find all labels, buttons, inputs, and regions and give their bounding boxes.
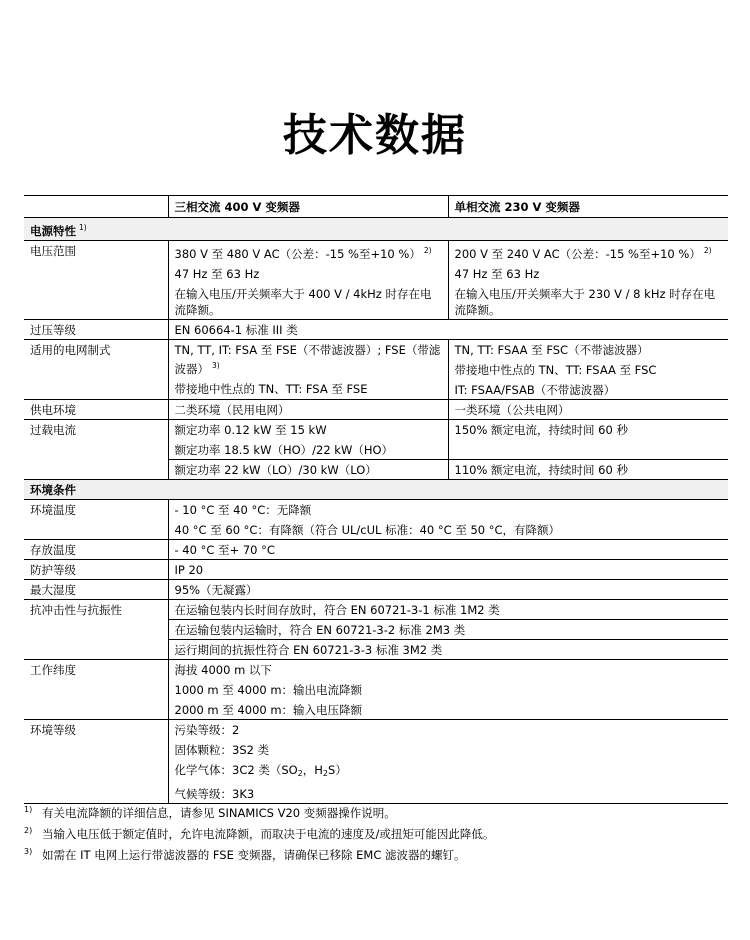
header-col3: 单相交流 230 V 变频器 bbox=[448, 196, 728, 218]
footnote-text: 当输入电压低于额定值时，允许电流降额，而取决于电流的速度及/或扭矩可能因此降低。 bbox=[42, 827, 495, 841]
env-class-line4: 气候等级：3K3 bbox=[174, 787, 255, 801]
cell-400v bbox=[168, 340, 448, 400]
footnote-ref-2: 2) bbox=[423, 246, 432, 255]
row-label: 最大湿度 bbox=[24, 580, 168, 600]
footnote-mark: 1) bbox=[24, 805, 33, 814]
footnote-mark: 3) bbox=[24, 847, 33, 856]
row-shock bbox=[24, 600, 728, 620]
shock-line1: 在运输包装内长时间存放时，符合 EN 60721-3-1 标准 1M2 类 bbox=[168, 600, 728, 620]
row-overload bbox=[24, 420, 728, 460]
env-class-line1: 污染等级：2 bbox=[174, 723, 240, 737]
env-class-line3: 化学气体：3C2 类（$SO_2$，$H_2S$） bbox=[174, 763, 347, 778]
ambient-temp-line1: - 10 °C 至 40 °C：无降额 bbox=[174, 503, 312, 517]
row-ambient-temp bbox=[24, 500, 728, 540]
overload-400v-line2: 额定功率 18.5 kW（HO）/22 kW（HO） bbox=[174, 443, 394, 457]
network-400v-line2: 带接地中性点的 TN、TT: FSA 至 FSE bbox=[174, 382, 368, 396]
protection-value: IP 20 bbox=[168, 560, 728, 580]
storage-temp-value: - 40 °C 至+ 70 °C bbox=[168, 540, 728, 560]
footnote-ref-3: 3) bbox=[212, 361, 220, 370]
voltage-range-230v: 200 V 至 240 V AC（公差：-15 %至+10 %） bbox=[454, 247, 701, 261]
network-230v-line3: IT: FSAA/FSAB（不带滤波器） bbox=[454, 383, 616, 397]
overvoltage-value: EN 60664-1 标准 III 类 bbox=[168, 320, 728, 340]
derating-note-230v: 在输入电压/开关频率大于 230 V / 8 kHz 时存在电流降额。 bbox=[454, 287, 716, 317]
shock-line2: 在运输包装内运输时，符合 EN 60721-3-2 标准 2M3 类 bbox=[168, 620, 728, 640]
overload-230v-line2: 110% 额定电流，持续时间 60 秒 bbox=[448, 460, 728, 480]
row-humidity bbox=[24, 580, 728, 600]
header-col1 bbox=[24, 196, 168, 218]
footnote-text: 如需在 IT 电网上运行带滤波器的 FSE 变频器，请确保已移除 EMC 滤波器的螺钉。 bbox=[42, 848, 466, 862]
row-env-class bbox=[24, 720, 728, 804]
frequency-230v: 47 Hz 至 63 Hz bbox=[454, 267, 540, 281]
section-power-label: 电源特性 bbox=[30, 224, 76, 238]
altitude-line2: 1000 m 至 4000 m：输出电流降额 bbox=[174, 683, 363, 697]
row-altitude bbox=[24, 660, 728, 720]
shock-line3: 运行期间的抗振性符合 EN 60721-3-3 标准 3M2 类 bbox=[168, 640, 728, 660]
row-label: 电压范围 bbox=[24, 241, 168, 320]
footnote-3 bbox=[24, 845, 728, 866]
section-power bbox=[24, 218, 728, 241]
overload-400v-line1: 额定功率 0.12 kW 至 15 kW bbox=[174, 423, 327, 437]
cell-400v bbox=[168, 241, 448, 320]
row-label: 环境等级 bbox=[24, 720, 168, 804]
network-230v-line1: TN, TT: FSAA 至 FSC（不带滤波器） bbox=[454, 343, 649, 357]
row-network bbox=[24, 340, 728, 400]
row-overvoltage bbox=[24, 320, 728, 340]
altitude-line3: 2000 m 至 4000 m：输入电压降额 bbox=[174, 703, 363, 717]
cell-230v bbox=[448, 340, 728, 400]
row-storage-temp bbox=[24, 540, 728, 560]
spec-table bbox=[24, 195, 728, 804]
overload-230v-line1: 150% 额定电流，持续时间 60 秒 bbox=[448, 420, 728, 460]
voltage-range-400v: 380 V 至 480 V AC（公差：-15 %至+10 %） bbox=[174, 247, 421, 261]
section-environment bbox=[24, 480, 728, 500]
ambient-temp-line2: 40 °C 至 60 °C：有降额（符合 UL/cUL 标准：40 °C 至 50 °C，有降额） bbox=[174, 523, 561, 537]
table-header bbox=[24, 196, 728, 218]
humidity-value: 95%（无凝露） bbox=[168, 580, 728, 600]
supply-env-400v: 二类环境（民用电网） bbox=[168, 400, 448, 420]
network-400v-line1: TN, TT, IT: FSA 至 FSE（不带滤波器）; FSE（带滤波器） bbox=[174, 343, 441, 376]
row-label: 防护等级 bbox=[24, 560, 168, 580]
frequency-400v: 47 Hz 至 63 Hz bbox=[174, 267, 260, 281]
row-label: 环境温度 bbox=[24, 500, 168, 540]
cell-400v bbox=[168, 420, 448, 460]
supply-env-230v: 一类环境（公共电网） bbox=[448, 400, 728, 420]
env-class-line2: 固体颗粒：3S2 类 bbox=[174, 743, 270, 757]
network-230v-line2: 带接地中性点的 TN、TT: FSAA 至 FSC bbox=[454, 363, 657, 377]
section-environment-label: 环境条件 bbox=[24, 480, 728, 500]
row-label: 过载电流 bbox=[24, 420, 168, 480]
altitude-line1: 海拔 4000 m 以下 bbox=[174, 663, 272, 677]
cell-value bbox=[168, 500, 728, 540]
row-label: 抗冲击性与抗振性 bbox=[24, 600, 168, 660]
cell-value bbox=[168, 660, 728, 720]
row-label: 存放温度 bbox=[24, 540, 168, 560]
row-label: 过压等级 bbox=[24, 320, 168, 340]
row-protection bbox=[24, 560, 728, 580]
overload-400v-line3: 额定功率 22 kW（LO）/30 kW（LO） bbox=[168, 460, 448, 480]
footnote-ref-2: 2) bbox=[703, 246, 712, 255]
row-label: 适用的电网制式 bbox=[24, 340, 168, 400]
cell-value bbox=[168, 720, 728, 804]
row-label: 工作纬度 bbox=[24, 660, 168, 720]
row-label: 供电环境 bbox=[24, 400, 168, 420]
page-title: 技术数据 bbox=[283, 110, 467, 161]
footnote-mark: 2) bbox=[24, 826, 33, 835]
footnote-2 bbox=[24, 824, 728, 845]
row-voltage-range bbox=[24, 241, 728, 320]
cell-230v bbox=[448, 241, 728, 320]
footnote-ref-1: 1) bbox=[79, 223, 87, 232]
footnotes bbox=[24, 803, 728, 866]
footnote-text: 有关电流降额的详细信息，请参见 SINAMICS V20 变频器操作说明。 bbox=[42, 806, 396, 820]
header-col2: 三相交流 400 V 变频器 bbox=[168, 196, 448, 218]
footnote-1 bbox=[24, 803, 728, 824]
row-supply-env bbox=[24, 400, 728, 420]
derating-note-400v: 在输入电压/开关频率大于 400 V / 4kHz 时存在电流降额。 bbox=[174, 287, 432, 317]
